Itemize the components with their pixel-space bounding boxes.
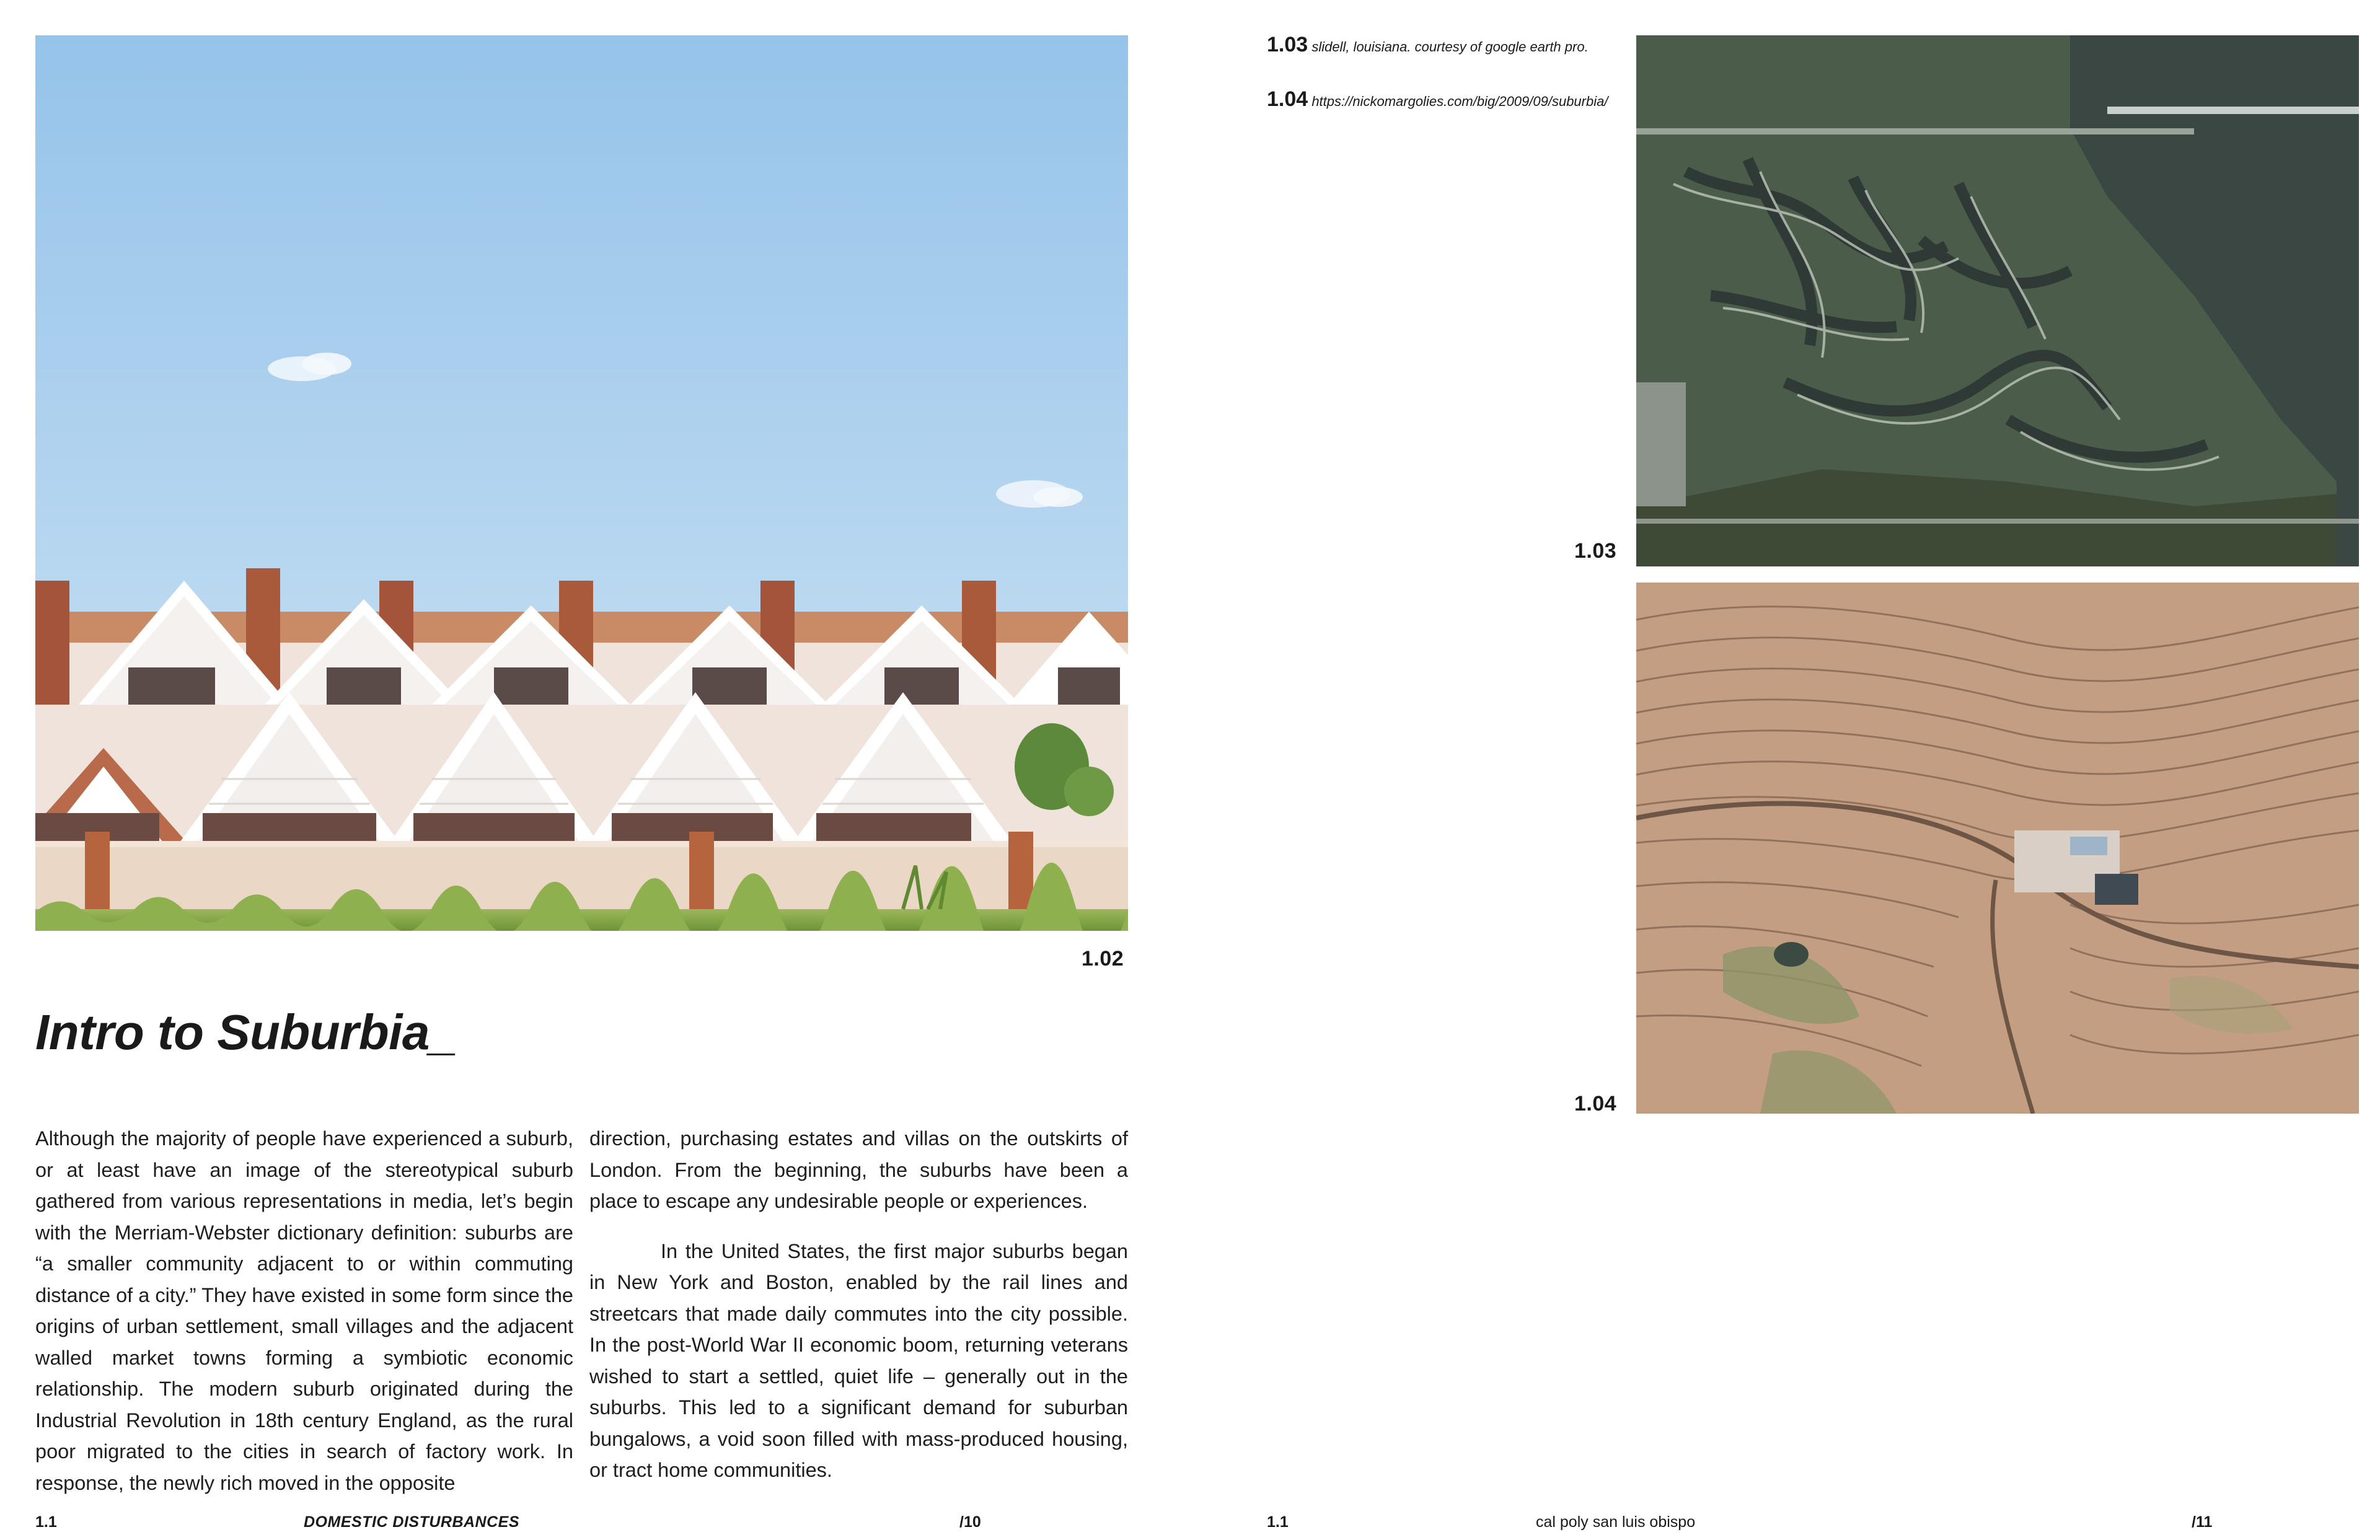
- body-column-1: [35, 1123, 573, 1498]
- footer-section-right: 1.1: [1267, 1513, 1289, 1531]
- footer-section-left: 1.1: [35, 1513, 57, 1531]
- caption-number: 1.03: [1267, 33, 1308, 56]
- page-title: Intro to Suburbia_: [35, 1005, 457, 1060]
- paragraph: In the United States, the first major suburbs began in New York and Boston, enabled by the rail lines and streetcars that made daily commutes into the city possible. In the post-World War II economic boom, returning veterans wished to start a settled, quiet life – generally out in the suburbs. This led to a significant demand for suburban bungalows, a void soon filled with mass-produced housing, or tract home communities.: [589, 1239, 1128, 1481]
- body-column-2: [589, 1123, 1128, 1486]
- footer-page-left: /10: [959, 1513, 981, 1531]
- figure-label-1-03: 1.03: [1574, 539, 1617, 563]
- slidell-aerial-photo: [1636, 35, 2359, 566]
- caption-1-04: [1267, 87, 1620, 111]
- figure-label-1-02: 1.02: [1082, 947, 1124, 970]
- suburbia-aerial-photo: [1636, 583, 2359, 1114]
- footer-page-right: /11: [2192, 1513, 2213, 1531]
- paragraph: Although the majority of people have experienced a suburb, or at least have an image of the stereotypical suburb gathered from various representations in media, let’s begin with the Merriam-Webster dictionary definition: suburbs are “a smaller community adjacent to or within commuting distance of a city.” They have existed in some form since the origins of urban settlement, small villages and the adjacent walled market towns forming a symbiotic economic relationship. The modern suburb originated during the Industrial Revolution in 18th century England, as the rural poor migrated to the cities in search of factory work. In response, the newly rich moved in the opposite: [35, 1127, 573, 1494]
- suburban-houses-photo: [35, 35, 1128, 931]
- paragraph: direction, purchasing estates and villas on the outskirts of London. From the beginning, the suburbs have been a place to escape any undesirable people or experiences.: [589, 1127, 1128, 1212]
- caption-1-03: [1267, 33, 1620, 56]
- caption-text: https://nickomargolies.com/big/2009/09/suburbia/: [1311, 94, 1608, 109]
- footer-institution: cal poly san luis obispo: [1536, 1513, 1696, 1531]
- caption-number: 1.04: [1267, 87, 1308, 111]
- footer-publication: DOMESTIC DISTURBANCES: [304, 1513, 520, 1531]
- caption-text: slidell, louisiana. courtesy of google earth pro.: [1311, 39, 1589, 55]
- figure-label-1-04: 1.04: [1574, 1092, 1617, 1115]
